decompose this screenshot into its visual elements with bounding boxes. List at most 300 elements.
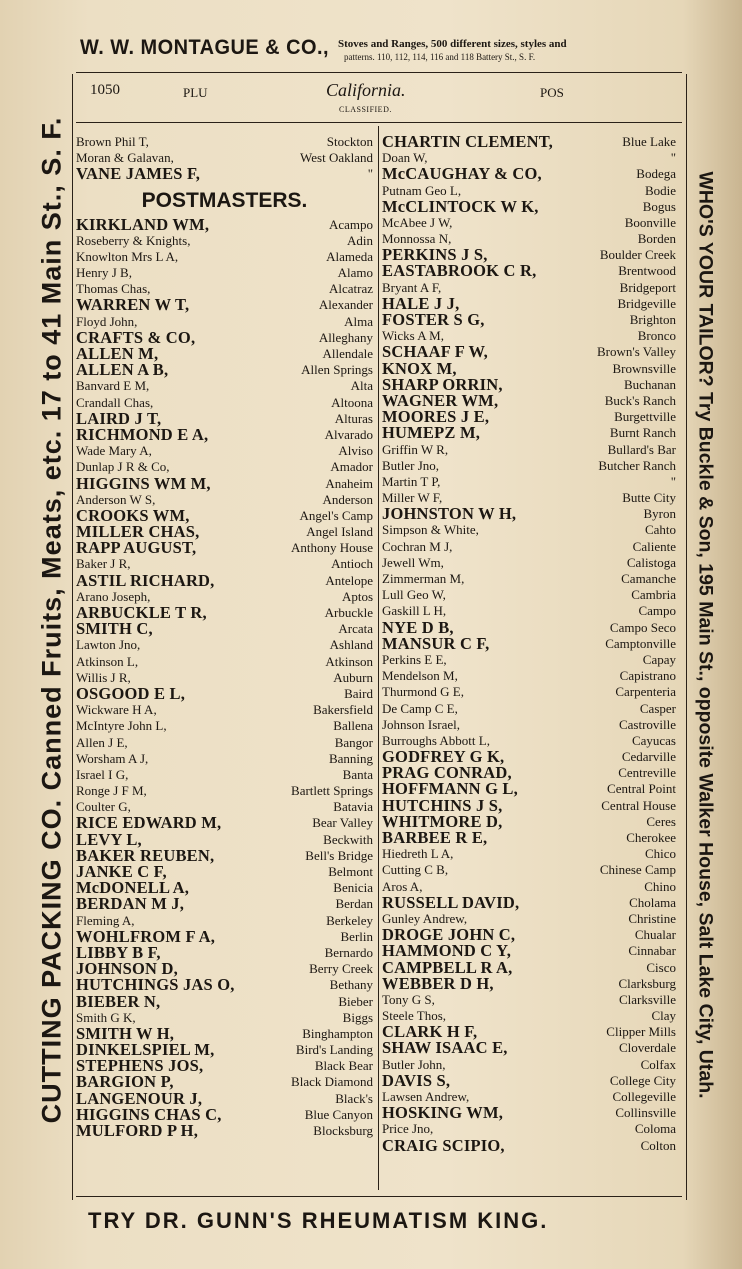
post-office-place: Banning <box>328 750 373 766</box>
postmaster-name: HIGGINS CHAS C, <box>76 1104 222 1124</box>
postmaster-name: CRAFTS & CO, <box>76 327 196 347</box>
postmaster-name: DROGE JOHN C, <box>382 925 516 945</box>
postmaster-name: PRAG CONRAD, <box>382 763 512 783</box>
postmaster-name: Smith G K, <box>76 1009 136 1025</box>
postmaster-name: Butler John, <box>382 1056 446 1072</box>
post-office-place: Brown's Valley <box>596 344 676 360</box>
postmaster-name: Thurmond G E, <box>382 684 464 700</box>
post-office-place: Blue Lake <box>622 133 676 149</box>
list-item <box>76 443 373 459</box>
postmaster-name: HAMMOND C Y, <box>382 941 512 961</box>
postmaster-name: Dunlap J R & Co, <box>76 459 170 475</box>
postmaster-name: Knowlton Mrs L A, <box>76 248 179 264</box>
post-office-place: Bartlett Springs <box>291 783 373 799</box>
postmaster-name: Atkinson L, <box>76 653 139 669</box>
postmaster-name: McCAUGHAY & CO, <box>382 164 542 184</box>
postmaster-name: ARBUCKLE T R, <box>76 603 207 623</box>
postmaster-name: GODFREY G K, <box>382 747 505 767</box>
top-rule <box>76 72 682 73</box>
post-office-place: Christine <box>628 910 676 926</box>
post-office-place: Belmont <box>328 864 373 880</box>
postmaster-name: Floyd John, <box>76 313 138 329</box>
list-item <box>382 587 676 603</box>
postmaster-name: Wicks A M, <box>382 328 444 344</box>
postmaster-name: NYE D B, <box>382 617 454 637</box>
list-item <box>382 555 676 571</box>
postmaster-name: LIBBY B F, <box>76 942 161 962</box>
post-office-place: Altoona <box>331 394 373 410</box>
postmaster-name: SMITH C, <box>76 619 153 639</box>
list-item <box>382 1038 676 1058</box>
bottom-advertisement: TRY DR. GUNN'S RHEUMATISM KING. <box>88 1208 549 1233</box>
post-office-place: Biggs <box>342 1009 373 1025</box>
post-office-place: Antioch <box>331 556 373 572</box>
post-office-place: Bodie <box>644 182 676 198</box>
list-item <box>76 702 373 718</box>
postmaster-name: JOHNSTON W H, <box>382 504 517 524</box>
post-office-place: Berkeley <box>326 912 373 928</box>
list-item <box>76 767 373 783</box>
postmaster-name: MILLER CHAS, <box>76 522 200 542</box>
postmaster-name: Wade Mary A, <box>76 443 152 459</box>
postmaster-name: Aros A, <box>382 878 423 894</box>
postmaster-list-left <box>76 214 373 1141</box>
postmaster-name: RICHMOND E A, <box>76 424 209 444</box>
postmaster-name: De Camp C E, <box>382 700 458 716</box>
list-item <box>382 846 676 862</box>
top-advertisement <box>80 34 680 70</box>
list-item <box>382 458 676 474</box>
postmaster-name: LANGENOUR J, <box>76 1088 203 1108</box>
post-office-place: Berdan <box>335 896 373 912</box>
postmaster-name: Brown Phil T, <box>76 133 149 149</box>
list-item <box>382 717 676 733</box>
post-office-place: Berry Creek <box>309 961 373 977</box>
list-item <box>382 633 676 653</box>
post-office-place: Centreville <box>618 765 676 781</box>
list-item <box>382 862 676 878</box>
postmaster-name: Lawton Jno, <box>76 637 141 653</box>
page-title: California. <box>326 80 406 100</box>
postmaster-name: Crandall Chas, <box>76 394 154 410</box>
postmaster-name: CRAIG SCIPIO, <box>382 1135 505 1155</box>
list-item <box>382 652 676 668</box>
post-office-place: Alviso <box>338 443 373 459</box>
post-office-place: Alexander <box>318 297 373 313</box>
post-office-place: Castroville <box>618 716 676 732</box>
list-item <box>382 892 676 912</box>
post-office-place: Bernardo <box>324 944 373 960</box>
postmaster-name: SHAW ISAAC E, <box>382 1038 508 1058</box>
post-office-place: Blue Canyon <box>304 1106 373 1122</box>
postmaster-name: Monnossa N, <box>382 231 452 247</box>
postmaster-name: CAMPBELL R A, <box>382 957 513 977</box>
postmaster-name: BAKER REUBEN, <box>76 845 215 865</box>
postmaster-name: WAGNER WM, <box>382 390 499 410</box>
list-item <box>382 506 676 522</box>
postmaster-name: McAbee J W, <box>382 214 453 230</box>
post-office-place: Camanche <box>621 571 676 587</box>
post-office-place: Clipper Mills <box>606 1024 676 1040</box>
list-item <box>382 261 676 281</box>
section-heading: POSTMASTERS. <box>141 188 308 212</box>
post-office-place: Byron <box>643 506 676 522</box>
list-item <box>382 571 676 587</box>
postmaster-name: WARREN W T, <box>76 295 190 315</box>
post-office-place: Collegeville <box>612 1089 676 1105</box>
postmaster-name: Willis J R, <box>76 669 131 685</box>
left-margin-rule <box>72 74 73 1200</box>
postmaster-name: Butler Jno, <box>382 457 440 473</box>
list-item <box>76 1123 373 1139</box>
post-office-place: Alameda <box>326 248 373 264</box>
post-office-place: Bird's Landing <box>295 1042 373 1058</box>
postmaster-name: Israel I G, <box>76 766 129 782</box>
postmaster-name: Johnson Israel, <box>382 716 460 732</box>
postmaster-name: Banvard E M, <box>76 378 150 394</box>
list-item <box>76 249 373 265</box>
postmaster-name: RICE EDWARD M, <box>76 813 222 833</box>
post-office-place: Bodega <box>636 166 676 182</box>
header-rule <box>76 122 682 123</box>
column-divider <box>378 126 379 1190</box>
post-office-place: Capistrano <box>619 668 676 684</box>
post-office-place: Amador <box>330 459 373 475</box>
post-office-place: Cahto <box>644 522 676 538</box>
post-office-place: Batavia <box>333 799 373 815</box>
postmaster-name: Gunley Andrew, <box>382 910 468 926</box>
page-number: 1050 <box>90 82 120 98</box>
left-top-entries <box>76 134 373 183</box>
post-office-place: Alta <box>350 378 373 394</box>
left-side-advertisement <box>32 60 72 1180</box>
list-item <box>382 973 676 993</box>
postmaster-name: SCHAAF F W, <box>382 342 488 362</box>
post-office-place: " <box>670 473 676 489</box>
postmaster-name: Putnam Geo L, <box>382 182 462 198</box>
post-office-place: Cinnabar <box>628 943 676 959</box>
list-item <box>76 233 373 249</box>
post-office-place: Acampo <box>328 216 373 232</box>
post-office-place: Bridgeville <box>617 295 676 311</box>
post-office-place: Brentwood <box>618 263 676 279</box>
page-subtitle: CLASSIFIED. <box>339 105 392 114</box>
list-item <box>382 442 676 458</box>
postmaster-name: RAPP AUGUST, <box>76 538 197 558</box>
postmaster-name: Miller W F, <box>382 490 443 506</box>
post-office-place: Beckwith <box>323 831 373 847</box>
postmaster-list-right <box>382 131 676 1155</box>
postmaster-name: WHITMORE D, <box>382 811 503 831</box>
postmaster-name: ALLEN A B, <box>76 360 169 380</box>
post-office-place: Angel's Camp <box>299 507 373 523</box>
post-office-place: Clay <box>651 1008 676 1024</box>
post-office-place: Casper <box>639 700 676 716</box>
post-office-place: Clarksburg <box>618 975 676 991</box>
post-office-place: Chualar <box>634 927 676 943</box>
postmaster-name: Cutting C B, <box>382 862 449 878</box>
list-item <box>76 621 373 637</box>
postmaster-name: BARGION P, <box>76 1072 174 1092</box>
list-item <box>382 539 676 555</box>
post-office-place: Black Bear <box>314 1058 373 1074</box>
post-office-place: Bridgeport <box>619 279 676 295</box>
post-office-place: Cherokee <box>626 830 676 846</box>
post-office-place: Carpenteria <box>615 684 676 700</box>
right-side-text: WHO'S YOUR TAILOR? Try Buckle & Son, 195 Main St., opposite Walker House, Salt Lake City, Utah. <box>694 171 717 1099</box>
post-office-place: Campo Seco <box>609 619 676 635</box>
postmaster-name: Gaskill L H, <box>382 603 447 619</box>
post-office-place: Campo <box>638 603 676 619</box>
postmaster-name: ASTIL RICHARD, <box>76 570 215 590</box>
postmaster-name: Roseberry & Knights, <box>76 232 191 248</box>
postmaster-name: FOSTER S G, <box>382 310 485 330</box>
list-item <box>76 718 373 734</box>
list-item <box>76 991 373 1011</box>
postmaster-name: Mendelson M, <box>382 668 458 684</box>
list-item <box>76 751 373 767</box>
post-office-place: Boonville <box>624 214 676 230</box>
post-office-place: Colfax <box>640 1056 676 1072</box>
post-office-place: Cholama <box>629 894 676 910</box>
post-office-place: Camptonville <box>605 635 676 651</box>
post-office-place: Colton <box>640 1137 676 1153</box>
post-office-place: Banta <box>342 766 373 782</box>
list-item <box>76 735 373 751</box>
postmaster-name: Burroughs Abbott L, <box>382 732 490 748</box>
list-item <box>76 424 373 444</box>
list-item <box>76 540 373 556</box>
postmaster-name: HIGGINS WM M, <box>76 473 211 493</box>
postmaster-name: Moran & Galavan, <box>76 150 174 166</box>
postmaster-name: JANKE C F, <box>76 862 167 882</box>
post-office-place: Boulder Creek <box>599 247 676 263</box>
post-office-place: Aptos <box>341 588 373 604</box>
postmaster-name: SMITH W H, <box>76 1023 175 1043</box>
post-office-place: Black's <box>335 1090 373 1106</box>
postmaster-name: Steele Thos, <box>382 1008 447 1024</box>
post-office-place: Benicia <box>333 880 373 896</box>
postmaster-name: Perkins E E, <box>382 651 447 667</box>
post-office-place: Bogus <box>642 198 676 214</box>
postmaster-name: Thomas Chas, <box>76 281 151 297</box>
post-office-place: Ballena <box>333 718 373 734</box>
post-office-place: Butcher Ranch <box>598 457 676 473</box>
postmaster-name: Simpson & White, <box>382 522 479 538</box>
postmaster-name: JOHNSON D, <box>76 959 178 979</box>
list-item <box>76 265 373 281</box>
right-column <box>382 131 676 1155</box>
left-side-text: CUTTING PACKING CO. Canned Fruits, Meats, etc. 17 to 41 Main St., S. F. <box>36 116 67 1124</box>
post-office-place: Ashland <box>329 637 373 653</box>
post-office-place: Alcatraz <box>328 281 373 297</box>
right-side-advertisement <box>685 95 725 1175</box>
postmaster-name: OSGOOD E L, <box>76 683 186 703</box>
postmaster-name: WOHLFROM F A, <box>76 926 216 946</box>
list-item <box>382 312 676 328</box>
post-office-place: Anaheim <box>325 475 373 491</box>
post-office-place: Calistoga <box>626 554 676 570</box>
postmaster-name: Martin T P, <box>382 473 441 489</box>
postmaster-name: Wickware H A, <box>76 702 157 718</box>
postmaster-name: MULFORD P H, <box>76 1121 199 1141</box>
list-item <box>382 1135 676 1155</box>
list-item <box>382 425 676 441</box>
list-item <box>382 1105 676 1121</box>
post-office-place: Central Point <box>607 781 676 797</box>
postmaster-name: KNOX M, <box>382 358 457 378</box>
post-office-place: Bethany <box>329 977 373 993</box>
list-item <box>76 896 373 912</box>
post-office-place: Caliente <box>632 538 676 554</box>
post-office-place: Allen Springs <box>301 362 373 378</box>
post-office-place: Alleghany <box>318 329 373 345</box>
list-item <box>382 701 676 717</box>
postmaster-name: BERDAN M J, <box>76 894 185 914</box>
postmaster-name: Cochran M J, <box>382 538 453 554</box>
list-item <box>382 992 676 1008</box>
list-item <box>76 134 373 150</box>
post-office-place: Antelope <box>325 572 373 588</box>
post-office-place: Butte City <box>622 490 676 506</box>
post-office-place: Alamo <box>337 265 373 281</box>
postmaster-name: Coulter G, <box>76 799 131 815</box>
postmaster-name: EASTABROOK C R, <box>382 261 537 281</box>
post-office-place: Atkinson <box>325 653 373 669</box>
list-item <box>76 378 373 394</box>
post-office-place: College City <box>609 1072 676 1088</box>
postmaster-name: LAIRD J T, <box>76 408 162 428</box>
list-item <box>382 1070 676 1090</box>
post-office-place: Berlin <box>340 928 373 944</box>
post-office-place: Arcata <box>338 621 373 637</box>
list-item <box>76 214 373 234</box>
post-office-place: Buchanan <box>624 376 676 392</box>
post-office-place: Central House <box>601 797 676 813</box>
post-office-place: Burnt Ranch <box>609 425 676 441</box>
list-item <box>382 474 676 490</box>
list-item <box>76 683 373 703</box>
postmaster-name: HALE J J, <box>382 293 460 313</box>
post-office-place: Cedarville <box>621 749 676 765</box>
post-office-place: Bell's Bridge <box>305 847 373 863</box>
postmaster-name: HOSKING WM, <box>382 1103 504 1123</box>
postmaster-name: HUTCHINS J S, <box>382 795 503 815</box>
list-item <box>382 523 676 539</box>
left-guide-word: PLU <box>183 85 208 100</box>
list-item <box>76 166 373 182</box>
post-office-place: Bear Valley <box>312 815 373 831</box>
postmaster-name: Allen J E, <box>76 734 128 750</box>
post-office-place: Burgettville <box>614 409 676 425</box>
post-office-place: Black Diamond <box>291 1074 373 1090</box>
post-office-place: Anderson <box>322 491 373 507</box>
post-office-place: Buck's Ranch <box>604 392 676 408</box>
postmaster-name: Zimmerman M, <box>382 571 465 587</box>
postmaster-name: CLARK H F, <box>382 1022 478 1042</box>
postmaster-name: HOFFMANN G L, <box>382 779 518 799</box>
postmaster-name: CROOKS WM, <box>76 505 190 525</box>
section-heading-block <box>76 183 373 217</box>
postmaster-name: Anderson W S, <box>76 491 156 507</box>
post-office-place: Adin <box>347 232 373 248</box>
postmaster-name: Price Jno, <box>382 1121 434 1137</box>
postmaster-name: STEPHENS JOS, <box>76 1056 204 1076</box>
left-column <box>76 134 373 1139</box>
post-office-place: Capay <box>642 651 676 667</box>
postmaster-name: Doan W, <box>382 150 428 166</box>
post-office-place: Clarksville <box>618 991 676 1007</box>
post-office-place: Alvarado <box>324 426 373 442</box>
postmaster-name: Baker J R, <box>76 556 131 572</box>
post-office-place: Bronco <box>637 328 676 344</box>
post-office-place: " <box>367 166 373 182</box>
postmaster-name: Tony G S, <box>382 991 435 1007</box>
postmaster-name: VANE JAMES F, <box>76 164 201 184</box>
post-office-place: Brighton <box>629 312 676 328</box>
post-office-place: Bullard's Bar <box>607 441 676 457</box>
post-office-place: Allendale <box>322 346 373 362</box>
postmaster-name: DAVIS S, <box>382 1070 451 1090</box>
post-office-place: Collinsville <box>615 1105 676 1121</box>
postmaster-name: DINKELSPIEL M, <box>76 1040 215 1060</box>
advertisement-line-2: patterns. 110, 112, 114, 116 and 118 Battery St., S. F. <box>344 52 536 62</box>
post-office-place: Ceres <box>646 813 676 829</box>
post-office-place: Chico <box>644 846 676 862</box>
post-office-place: Stockton <box>326 133 373 149</box>
postmaster-name: Fleming A, <box>76 912 135 928</box>
post-office-place: Alturas <box>334 410 373 426</box>
post-office-place: Anthony House <box>291 540 373 556</box>
post-office-place: Bakersfield <box>313 702 373 718</box>
postmaster-name: McDONELL A, <box>76 878 190 898</box>
list-item <box>382 196 676 216</box>
postmaster-name: MOORES J E, <box>382 407 490 427</box>
post-office-place: Alma <box>344 313 373 329</box>
list-item <box>76 783 373 799</box>
list-item <box>382 830 676 846</box>
post-office-place: Coloma <box>634 1121 676 1137</box>
list-item <box>382 668 676 684</box>
postmaster-name: BIEBER N, <box>76 991 161 1011</box>
list-item <box>76 654 373 670</box>
post-office-place: Brownsville <box>612 360 676 376</box>
post-office-place: Binghampton <box>302 1025 373 1041</box>
postmaster-name: Henry J B, <box>76 265 132 281</box>
postmaster-name: BARBEE R E, <box>382 828 488 848</box>
postmaster-name: CHARTIN CLEMENT, <box>382 131 553 151</box>
post-office-place: Blocksburg <box>313 1123 373 1139</box>
advertisement-line-1: Stoves and Ranges, 500 different sizes, styles and <box>338 38 567 50</box>
list-item <box>76 637 373 653</box>
postmaster-name: MANSUR C F, <box>382 633 490 653</box>
post-office-place: Bangor <box>334 734 373 750</box>
post-office-place: Cambria <box>631 587 676 603</box>
postmaster-name: Jewell Wm, <box>382 554 444 570</box>
postmaster-name: McIntyre John L, <box>76 718 167 734</box>
postmaster-name: RUSSELL DAVID, <box>382 892 520 912</box>
postmaster-name: HUTCHINGS JAS O, <box>76 975 235 995</box>
postmaster-name: Lull Geo W, <box>382 587 446 603</box>
postmaster-name: Arano Joseph, <box>76 588 151 604</box>
list-item <box>76 295 373 315</box>
list-item <box>76 362 373 378</box>
post-office-place: Cisco <box>646 959 676 975</box>
postmaster-name: Ronge J F M, <box>76 783 147 799</box>
postmaster-name: SHARP ORRIN, <box>382 374 503 394</box>
post-office-place: Borden <box>637 231 676 247</box>
postmaster-name: Bryant A F, <box>382 279 442 295</box>
